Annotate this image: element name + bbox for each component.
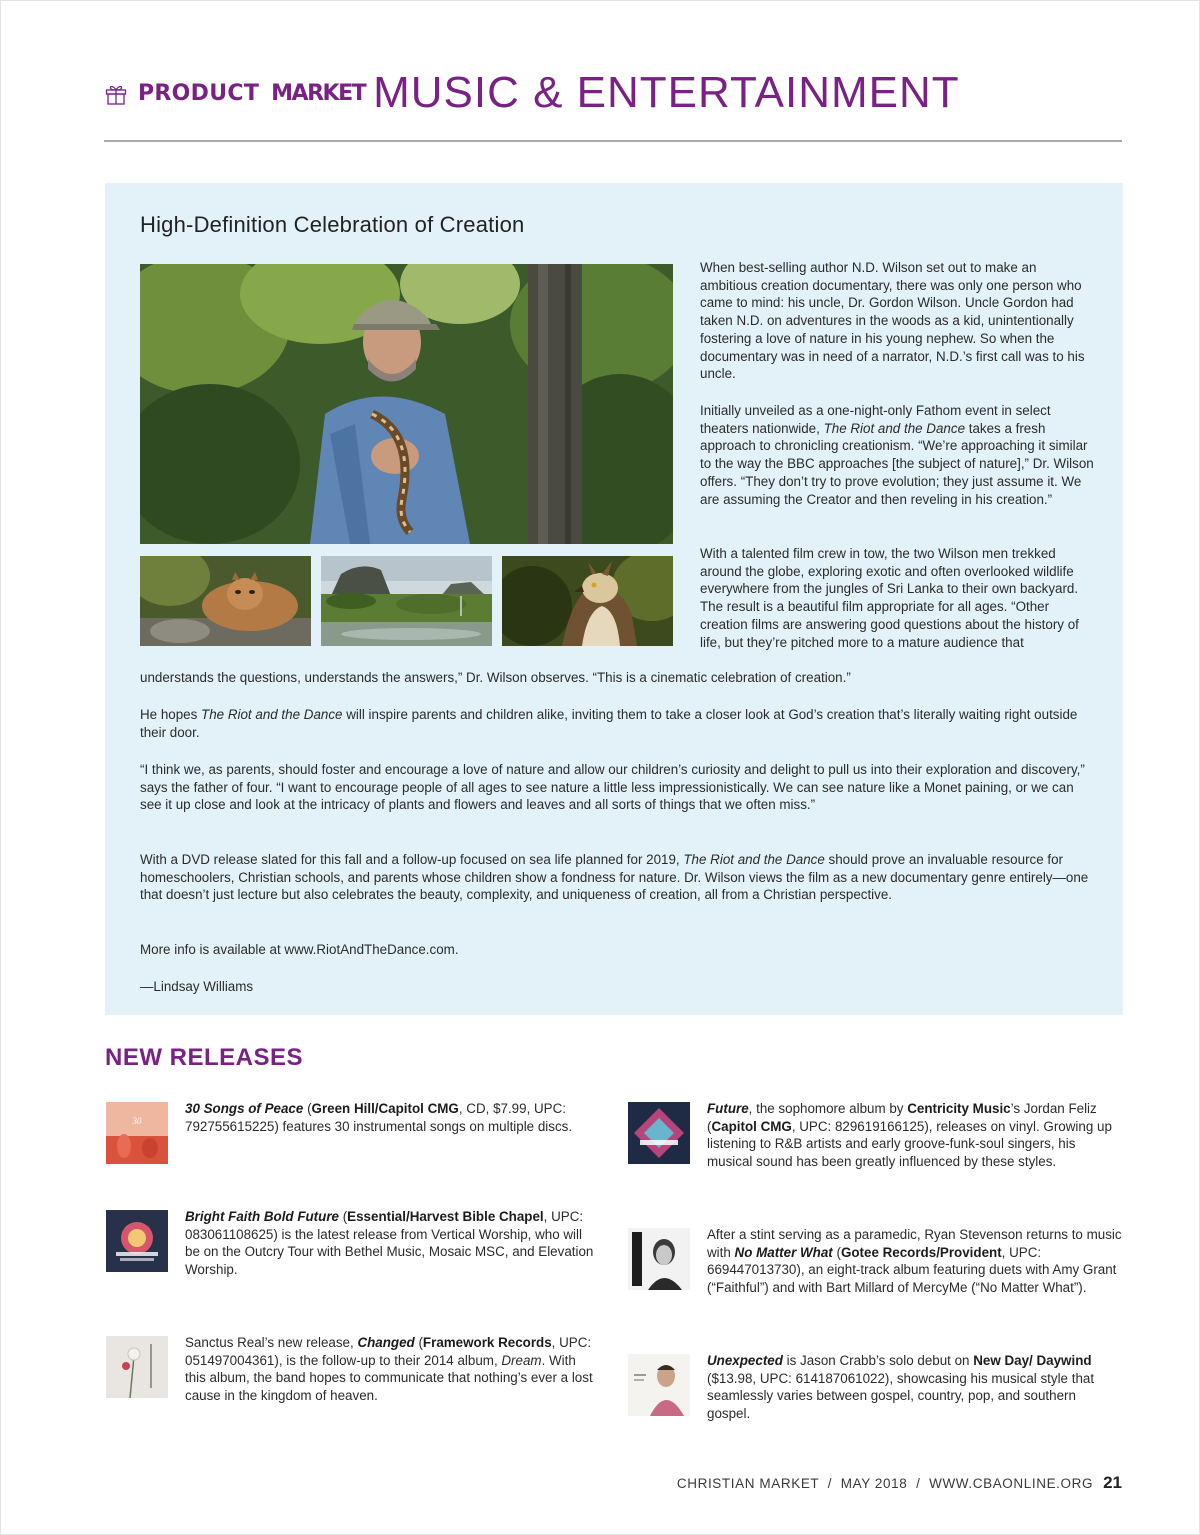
- feature-paragraph-3a: With a talented film crew in tow, the two Wilson men trekked around the globe, exploring exotic and often overlooked wildlife everywhere from the jungles of Sri Lanka to their own backyard. The result is a beautiful film appropriate for all ages. “Other creation films are answering good questions about the history of life, but they’re pitched more to a mature audience that: [700, 546, 1079, 650]
- text-run: (: [338, 1209, 348, 1224]
- text-run: takes a fresh approach to chronicling creationism. “We’re approaching it similar to the way the BBC approaches [the subject of nature],” Dr. Wilson offers. “They don’t try to prove evolution; they just assume it. We are assuming the Creator and then reveling in his creation.”: [700, 420, 1094, 507]
- record-label: Gotee Records/Provident: [840, 1244, 1002, 1260]
- text-run: Initially unveiled as a one-night-only Fathom event in select theaters nationwide,: [700, 403, 1051, 436]
- page-footer: [677, 1473, 1122, 1493]
- text-run: , UPC: 669447013730), an eight-track album featuring duets with Amy Grant (“Faithful”) and with Bart Millard of MercyMe (“No Matter What”).: [707, 1244, 1117, 1296]
- album-cover-no-matter-what: [628, 1228, 690, 1290]
- release-item: [185, 1100, 585, 1135]
- album-cover-unexpected: [628, 1354, 690, 1416]
- footer-text: CHRISTIAN MARKET / MAY 2018 / WWW.CBAONLINE.ORG: [676, 1476, 1094, 1491]
- text-run: . With this album, the band hopes to communicate that nothing’s ever a lost cause in the kingdom of heaven.: [185, 1352, 593, 1404]
- album-title: Changed: [357, 1335, 415, 1350]
- release-item: [707, 1352, 1107, 1423]
- header-divider: [104, 140, 1122, 142]
- page-number: 21: [1103, 1473, 1122, 1492]
- photo-rock-landscape: [321, 556, 492, 646]
- feature-paragraph-4: [140, 706, 1090, 741]
- new-releases-heading: NEW RELEASES: [105, 1044, 304, 1071]
- record-label: New Day/ Daywind: [973, 1353, 1092, 1368]
- album-title: Bright Faith Bold Future: [185, 1209, 339, 1224]
- photo-man-holding-snake: [140, 264, 673, 544]
- text-run: is Jason Crabb’s solo debut on: [782, 1353, 974, 1368]
- feature-paragraph-1: When best-selling author N.D. Wilson set out to make an ambitious creation documentary, there was only one person who came to mind: his uncle, Dr. Gordon Wilson. Uncle Gordon had taken N.D. on adventures in the woods as a kid, unintentionally fostering a love of nature in his young nephew. So when the documentary was in need of a narrator, N.D.’s first call was to his uncle.: [700, 260, 1085, 382]
- film-title: The Riot and the Dance: [683, 852, 825, 867]
- text-run: ’s Jordan Feliz (: [707, 1101, 1097, 1134]
- album-title: Dream: [501, 1352, 542, 1368]
- album-cover-changed: [106, 1336, 168, 1398]
- text-run: will inspire parents and children alike, inviting them to take a closer look at God’s creation that’s literally waiting right outside their door.: [140, 707, 1078, 740]
- text-run: , UPC: 051497004361), is the follow-up to their 2014 album,: [185, 1335, 592, 1368]
- text-run: (: [303, 1101, 312, 1116]
- record-label: Centricity Music: [907, 1101, 1011, 1116]
- photo-eagle: [502, 556, 673, 646]
- gift-icon: [104, 82, 128, 106]
- text-run: With a DVD release slated for this fall and a follow-up focused on sea life planned for 2019,: [140, 852, 684, 867]
- text-run: ($13.98, UPC: 614187061022), showcasing his musical style that seamlessly varies between gospel, country, pop, and southern gospel.: [707, 1370, 1095, 1422]
- product-label: PRODUCT: [138, 80, 260, 106]
- album-cover-future: [628, 1102, 690, 1164]
- text-run: , UPC: 829619166125), releases on vinyl. Growing up listening to R&B artists and early groove-funk-soul singers, his musical sound has been greatly influenced by these styles.: [707, 1118, 1112, 1170]
- record-label: Green Hill/Capitol CMG: [311, 1101, 459, 1116]
- feature-title: High-Definition Celebration of Creation: [140, 212, 525, 237]
- text-run: , UPC: 083061108625) is the latest release from Vertical Worship, who will be on the Outcry Tour with Bethel Music, Mosaic MSC, and Elevation Worship.: [185, 1209, 594, 1278]
- text-run: (: [414, 1335, 423, 1350]
- album-cover-30-songs-of-peace: [106, 1102, 168, 1164]
- record-label: Capitol CMG: [711, 1118, 792, 1134]
- section-title: MUSIC & ENTERTAINMENT: [373, 68, 960, 117]
- photo-mountain-lion: [140, 556, 311, 646]
- feature-paragraph-5: “I think we, as parents, should foster and encourage a love of nature and allow our children’s curiosity and delight to pull us into their exploration and discovery,” says the father of four. “I want to encourage people of all ages to see nature a little less impressionistically. We can see nature like a Monet paining, or we can see it up close and look at the intricacy of plants and flowers and leaves and all sorts of things that we often miss.”: [140, 762, 1085, 813]
- release-item: [707, 1226, 1122, 1297]
- byline: —Lindsay Williams: [140, 979, 254, 994]
- page-header: [104, 68, 960, 118]
- film-title: The Riot and the Dance: [823, 420, 966, 436]
- release-item: [707, 1100, 1117, 1171]
- more-info-link[interactable]: More info is available at www.RiotAndTheDance.com.: [140, 942, 459, 957]
- release-item: [185, 1208, 595, 1279]
- film-title: The Riot and the Dance: [201, 707, 343, 722]
- release-item: [185, 1334, 595, 1405]
- record-label: Essential/Harvest Bible Chapel: [347, 1209, 544, 1224]
- market-label: MARKET: [271, 80, 366, 106]
- text-run: (: [832, 1244, 841, 1260]
- album-title: Unexpected: [707, 1353, 783, 1368]
- album-title: Future: [707, 1101, 749, 1116]
- text-run: Sanctus Real’s new release,: [185, 1335, 358, 1350]
- text-run: After a stint serving as a paramedic, Ryan Stevenson returns to music with: [707, 1227, 1122, 1260]
- feature-paragraph-3b: understands the questions, understands the answers,” Dr. Wilson observes. “This is a cinematic celebration of creation.”: [140, 670, 851, 685]
- album-title: 30 Songs of Peace: [185, 1101, 304, 1116]
- feature-paragraph-2: [700, 402, 1094, 508]
- text-run: , the sophomore album by: [748, 1101, 908, 1116]
- album-title: No Matter What: [734, 1244, 833, 1260]
- text-run: , CD, $7.99, UPC: 792755615225) features 30 instrumental songs on multiple discs.: [185, 1101, 573, 1134]
- text-run: He hopes: [140, 707, 202, 722]
- feature-paragraph-6: [140, 851, 1090, 904]
- svg-text:30: 30: [132, 1116, 142, 1126]
- text-run: should prove an invaluable resource for homeschoolers, Christian schools, and parents whose children show a fondness for nature. Dr. Wilson views the film as a new documentary genre entirely—one that doesn’t just lecture but also celebrates the beauty, complexity, and uniqueness of creation, all from a Christian perspective.: [140, 852, 1089, 903]
- album-cover-bright-faith-bold-future: [106, 1210, 168, 1272]
- record-label: Framework Records: [422, 1335, 552, 1350]
